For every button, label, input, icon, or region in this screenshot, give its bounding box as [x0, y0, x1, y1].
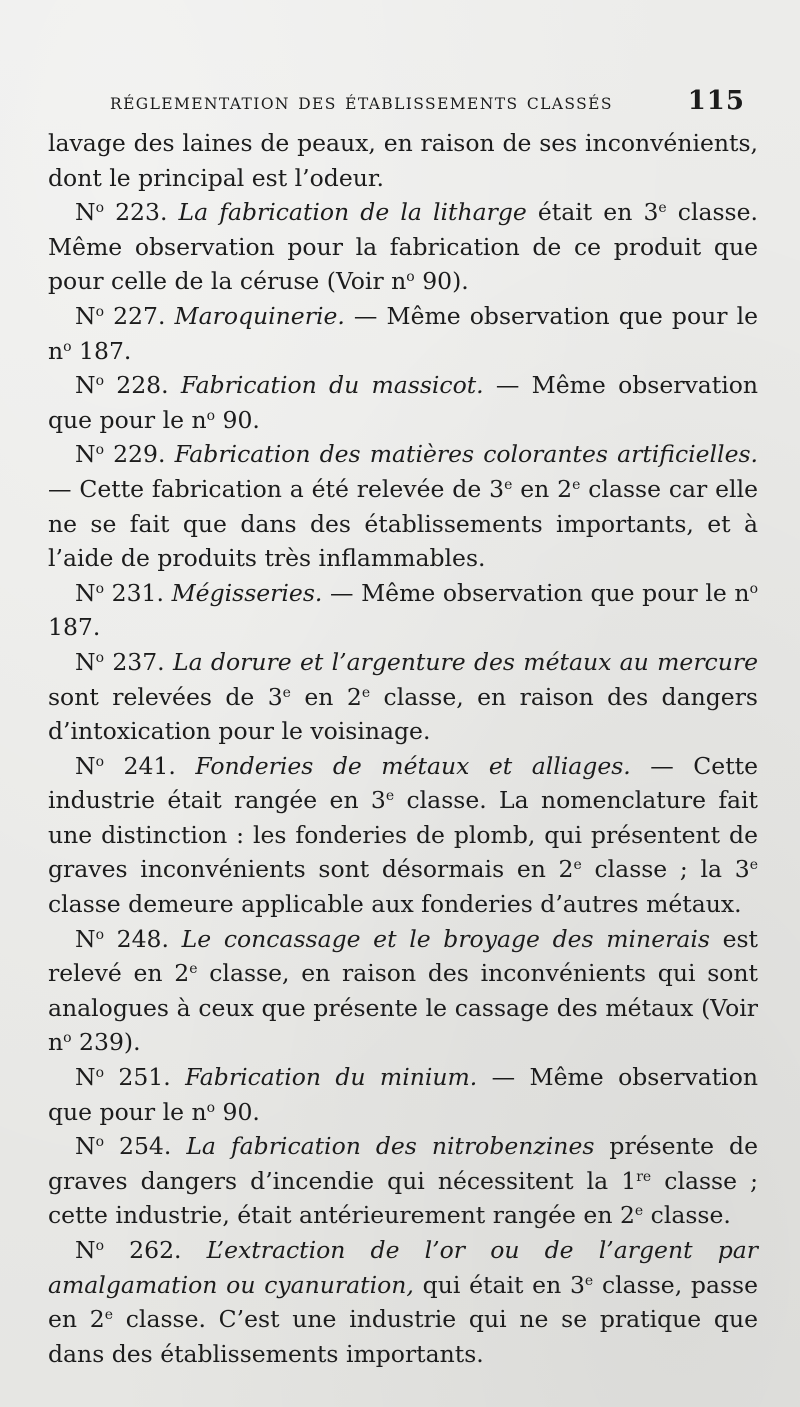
paragraph	[48, 195, 758, 299]
entry-number: $N^o$ 231.	[75, 578, 164, 607]
entry-title: Mégisseries.	[171, 578, 323, 607]
entry-number: $N^o$ 228.	[75, 371, 169, 400]
paragraph	[48, 1233, 758, 1371]
paragraph	[48, 576, 758, 645]
body-text	[48, 126, 758, 1371]
paragraph	[48, 1060, 758, 1129]
paragraph	[48, 126, 758, 195]
entry-title: Fabrication des matières colorantes artificielles.	[174, 440, 758, 469]
entry-number: $N^o$ 223.	[75, 198, 168, 227]
entry-text: — Cette industrie était rangée en 3e classe. La nomenclature fait une distinction : les fonderies de plomb, qui présentent de graves inconvénients sont désormais en 2e classe ; la 3e classe demeure applicable aux fonderies d’autres métaux.	[48, 751, 758, 919]
paragraph	[48, 922, 758, 1060]
entry-text: — Même observation que pour le $n^o$ 90.	[48, 371, 758, 434]
entry-number: $N^o$ 248.	[75, 924, 169, 953]
entry-text: sont relevées de 3e en 2e classe, en raison des dangers d’intoxication pour le voisinage.	[48, 682, 758, 746]
paragraph	[48, 299, 758, 368]
entry-title: La fabrication des nitrobenzines	[186, 1132, 595, 1161]
entry-text: présente de graves dangers d’incendie qui nécessitent la 1re classe ; cette industrie, était antérieurement rangée en 2e classe.	[48, 1132, 759, 1230]
entry-title: Fabrication du massicot.	[180, 371, 484, 400]
entry-number: $N^o$ 237.	[75, 647, 165, 676]
entry-number: $N^o$ 251.	[75, 1063, 171, 1092]
entry-number: $N^o$ 229.	[75, 440, 166, 469]
entry-text: lavage des laines de peaux, en raison de ses inconvénients, dont le principal est l’odeur.	[48, 129, 758, 192]
entry-title: Fonderies de métaux et alliages.	[195, 751, 631, 780]
paragraph	[48, 437, 758, 575]
entry-title: L’extraction de l’or ou de l’argent par amalgamation ou cyanuration,	[48, 1236, 758, 1299]
entry-text: — Cette fabrication a été relevée de 3e en 2e classe car elle ne se fait que dans des établissements importants, et à l’aide de produits très inflammables.	[48, 474, 758, 573]
entry-title: La dorure et l’argenture des métaux au mercure	[172, 647, 758, 676]
entry-number: $N^o$ 227.	[75, 301, 166, 330]
running-title: RÉGLEMENTATION DES ÉTABLISSEMENTS CLASSÉS	[110, 95, 613, 113]
entry-title: Le concassage et le broyage des minerais	[181, 924, 710, 953]
paragraph	[48, 645, 758, 749]
entry-text: — Même observation que pour le $n^o$ 187.	[48, 578, 759, 642]
entry-text: était en 3e classe. Même observation pour la fabrication de ce produit que pour celle de la céruse (Voir $n^o$ 90).	[48, 198, 758, 296]
entry-title: Maroquinerie.	[174, 301, 345, 330]
entry-title: Fabrication du minium.	[185, 1063, 478, 1092]
entry-text: — Même observation que pour le $n^o$ 187.	[48, 301, 758, 365]
entry-number: $N^o$ 254.	[75, 1132, 172, 1161]
entry-number: $N^o$ 241.	[75, 751, 176, 780]
entry-text: qui était en 3e classe, passe en 2e classe. C’est une industrie qui ne se pratique que dans des établissements importants.	[48, 1270, 758, 1368]
entry-text: est relevé en 2e classe, en raison des inconvénients qui sont analogues à ceux que présente le cassage des métaux (Voir $n^o$ 239).	[48, 924, 759, 1057]
page-header	[110, 86, 745, 126]
paragraph	[48, 368, 758, 437]
entry-text: — Même observation que pour le $n^o$ 90.	[48, 1063, 758, 1126]
paragraph	[48, 749, 758, 922]
entry-title: La fabrication de la litharge	[178, 198, 527, 227]
paragraph	[48, 1129, 758, 1233]
entry-number: $N^o$ 262.	[75, 1236, 182, 1264]
page-number: 115	[687, 86, 745, 116]
